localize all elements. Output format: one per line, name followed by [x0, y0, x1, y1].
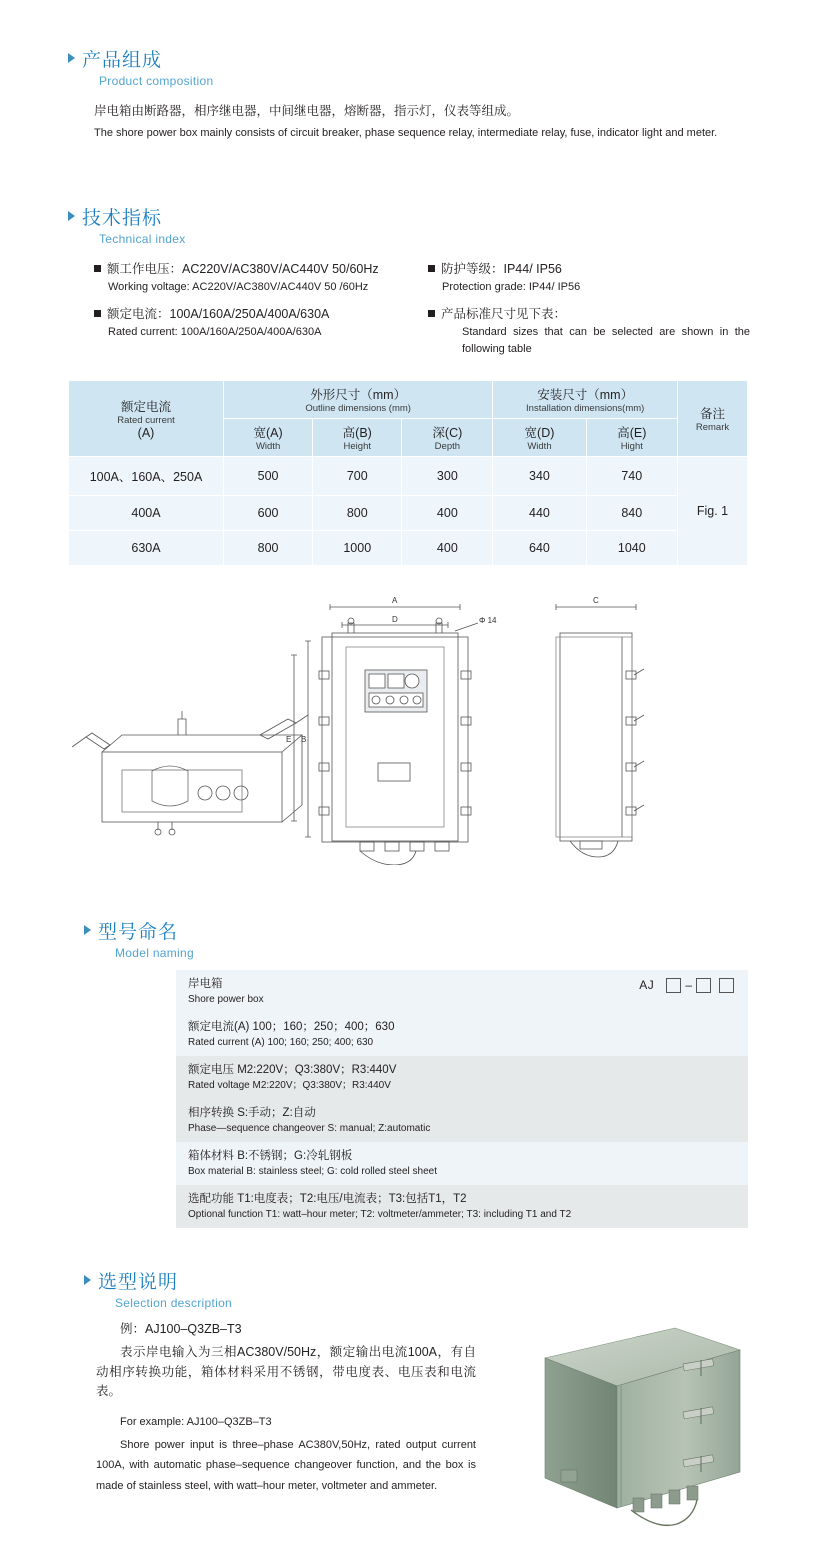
tech-item-cn: 额定电流：100A/160A/250A/400A/630A [107, 307, 330, 321]
row-en: Optional function T1: watt–hour meter; T2: voltmeter/ammeter; T3: including T1 and T2 [188, 1208, 572, 1220]
row-en: Phase—sequence changeover S: manual; Z:automatic [188, 1122, 431, 1134]
table-row [69, 531, 748, 566]
header-sub-height-e [586, 419, 677, 457]
product-photo-svg [525, 1320, 760, 1535]
technical-drawing [60, 585, 770, 865]
selection-example-en: For example: AJ100–Q3ZB–T3 [120, 1415, 272, 1428]
product-photo [525, 1320, 760, 1535]
header-install-en: Installation dimensions(mm) [526, 403, 645, 414]
section-title-cn: 型号命名 [98, 922, 179, 943]
model-naming-table [176, 970, 748, 1228]
tech-item-2 [428, 260, 758, 296]
cell-width-a: 500 [224, 457, 313, 496]
header-sub-en: Width [255, 441, 281, 452]
section-title-en: Technical index [99, 232, 186, 246]
model-naming-row-2 [176, 1056, 748, 1099]
cell-remark: Fig. 1 [678, 457, 748, 566]
tech-item-cn: 防护等级：IP44/ IP56 [441, 262, 562, 276]
tech-item-cn: 产品标准尺寸见下表： [441, 307, 567, 321]
square-bullet-icon [94, 265, 101, 272]
header-sub-en: Hight [620, 441, 643, 452]
dim-label-d: D [392, 615, 398, 624]
cell-height-e: 1040 [586, 531, 677, 566]
dim-label-b: B [301, 735, 307, 744]
table-row [69, 496, 748, 531]
header-sub-en: Height [343, 441, 371, 452]
header-sub-cn: 宽(D) [524, 426, 555, 440]
row-cn: 额定电压 M2:220V；Q3:380V；R3:440V [188, 1064, 397, 1077]
section-model-naming-heading [84, 917, 194, 960]
header-sub-en: Depth [434, 441, 461, 452]
tech-item-1 [94, 305, 424, 341]
cell-current: 100A、160A、250A [69, 457, 224, 496]
square-bullet-icon [94, 310, 101, 317]
header-sub-depth-c [402, 419, 493, 457]
drawing-front-view [291, 604, 478, 865]
header-sub-width-d [493, 419, 586, 457]
drawing-svg [60, 585, 770, 865]
code-box-3[interactable] [719, 978, 734, 993]
row-en: Shore power box [188, 993, 264, 1005]
header-install-dimensions [493, 381, 678, 419]
selection-description-body [96, 1320, 476, 1501]
cell-depth-c: 400 [402, 531, 493, 566]
dim-label-c: C [593, 596, 599, 605]
selection-para-en: Shore power input is three–phase AC380V,50Hz, rated output current 100A, with automatic phase–sequence changeover function, and the box is made of stainless steel, with watt–hour meter, voltmeter and ammeter. [96, 1438, 476, 1493]
triangle-right-icon [84, 1275, 91, 1285]
tech-item-en: Protection grade: IP44/ IP56 [442, 281, 581, 294]
section-title-cn: 产品组成 [82, 50, 163, 71]
selection-example-cn: 例：AJ100–Q3ZB–T3 [120, 1322, 242, 1336]
model-naming-row-4 [176, 1142, 748, 1185]
header-sub-cn: 高(E) [617, 426, 647, 440]
drawing-side-view [556, 604, 644, 857]
row-cn: 岸电箱 [188, 978, 223, 990]
header-sub-cn: 宽(A) [253, 426, 283, 440]
section-title-cn: 技术指标 [82, 208, 163, 229]
product-composition-body-en: The shore power box mainly consists of circuit breaker, phase sequence relay, intermediate relay, fuse, indicator light and meter. [94, 127, 718, 139]
row-en: Rated current (A) 100; 160; 250; 400; 630 [188, 1036, 374, 1048]
model-naming-row-0 [176, 970, 748, 1013]
cell-depth-c: 300 [402, 457, 493, 496]
header-outline-dimensions [224, 381, 493, 419]
section-selection-description-heading [84, 1267, 232, 1310]
cell-depth-c: 400 [402, 496, 493, 531]
code-box-2[interactable] [696, 978, 711, 993]
triangle-right-icon [68, 53, 75, 63]
cell-height-e: 740 [586, 457, 677, 496]
table-row [69, 457, 748, 496]
row-en: Box material B: stainless steel; G: cold rolled steel sheet [188, 1165, 438, 1177]
model-naming-row-3 [176, 1099, 748, 1142]
header-sub-cn: 高(B) [342, 426, 372, 440]
tech-item-en: Standard sizes that can be selected are shown in the following table [462, 326, 750, 356]
header-install-cn: 安装尺寸（mm） [537, 388, 634, 402]
code-dash: – [685, 978, 692, 992]
header-rated-current [69, 381, 224, 457]
product-composition-body-cn: 岸电箱由断路器，相序继电器，中间继电器，熔断器，指示灯，仪表等组成。 [94, 104, 520, 118]
row-cn: 额定电流(A) 100；160；250；400；630 [188, 1021, 395, 1034]
tech-item-0 [94, 260, 424, 296]
header-remark-en: Remark [695, 422, 730, 433]
header-sub-cn: 深(C) [432, 426, 463, 440]
cell-width-a: 800 [224, 531, 313, 566]
selection-para-cn: 表示岸电输入为三相AC380V/50Hz，额定输出电流100A，有自动相序转换功能，箱体材料采用不锈钢，带电度表、电压表和电流表。 [96, 1345, 476, 1399]
section-title-en: Product composition [99, 74, 214, 88]
header-rated-current-cn: 额定电流 [120, 400, 171, 414]
cell-width-d: 640 [493, 531, 586, 566]
header-outline-en: Outline dimensions (mm) [305, 403, 411, 414]
spec-table [68, 380, 748, 566]
drawing-top-view [72, 711, 308, 835]
section-product-composition-heading [68, 45, 213, 88]
row-cn: 箱体材料 B:不锈钢；G:冷轧钢板 [188, 1150, 353, 1163]
header-sub-width-a [224, 419, 313, 457]
dim-label-e: E [286, 735, 292, 744]
triangle-right-icon [68, 211, 75, 221]
triangle-right-icon [84, 925, 91, 935]
cell-height-e: 840 [586, 496, 677, 531]
tech-item-en: Working voltage: AC220V/AC380V/AC440V 50 /60Hz [108, 281, 369, 294]
cell-height-b: 1000 [313, 531, 402, 566]
tech-item-cn: 额工作电压：AC220V/AC380V/AC440V 50/60Hz [107, 262, 379, 276]
header-outline-cn: 外形尺寸（mm） [310, 388, 407, 402]
row-cn: 相序转换 S:手动；Z:自动 [188, 1107, 316, 1120]
cell-current: 400A [69, 496, 224, 531]
row-en: Rated voltage M2:220V；Q3:380V；R3:440V [188, 1079, 391, 1091]
cell-width-d: 340 [493, 457, 586, 496]
header-rated-current-en: Rated current [117, 415, 175, 426]
cell-height-b: 800 [313, 496, 402, 531]
model-naming-row-5 [176, 1185, 748, 1228]
header-remark-cn: 备注 [699, 407, 725, 421]
header-remark [678, 381, 748, 457]
cell-width-d: 440 [493, 496, 586, 531]
dim-label-a: A [392, 596, 398, 605]
table-header-row-1 [69, 381, 748, 419]
code-box-1[interactable] [666, 978, 681, 993]
cell-width-a: 600 [224, 496, 313, 531]
tech-item-3 [428, 305, 750, 358]
header-sub-height-b [313, 419, 402, 457]
header-sub-en: Width [527, 441, 552, 452]
cell-current: 630A [69, 531, 224, 566]
section-title-en: Selection description [115, 1296, 233, 1310]
row-cn: 选配功能 T1:电度表；T2:电压/电流表；T3:包括T1，T2 [188, 1193, 467, 1206]
tech-item-en: Rated current: 100A/160A/250A/400A/630A [108, 326, 322, 339]
header-rated-current-unit: (A) [137, 426, 155, 440]
section-title-en: Model naming [115, 946, 194, 960]
square-bullet-icon [428, 310, 435, 317]
model-code-group [639, 978, 738, 993]
dim-label-hole: Φ 14 [479, 616, 497, 625]
cell-height-b: 700 [313, 457, 402, 496]
model-naming-row-1 [176, 1013, 748, 1056]
section-title-cn: 选型说明 [98, 1272, 179, 1293]
model-code-prefix: AJ [639, 978, 655, 992]
section-technical-index-heading [68, 203, 186, 246]
square-bullet-icon [428, 265, 435, 272]
